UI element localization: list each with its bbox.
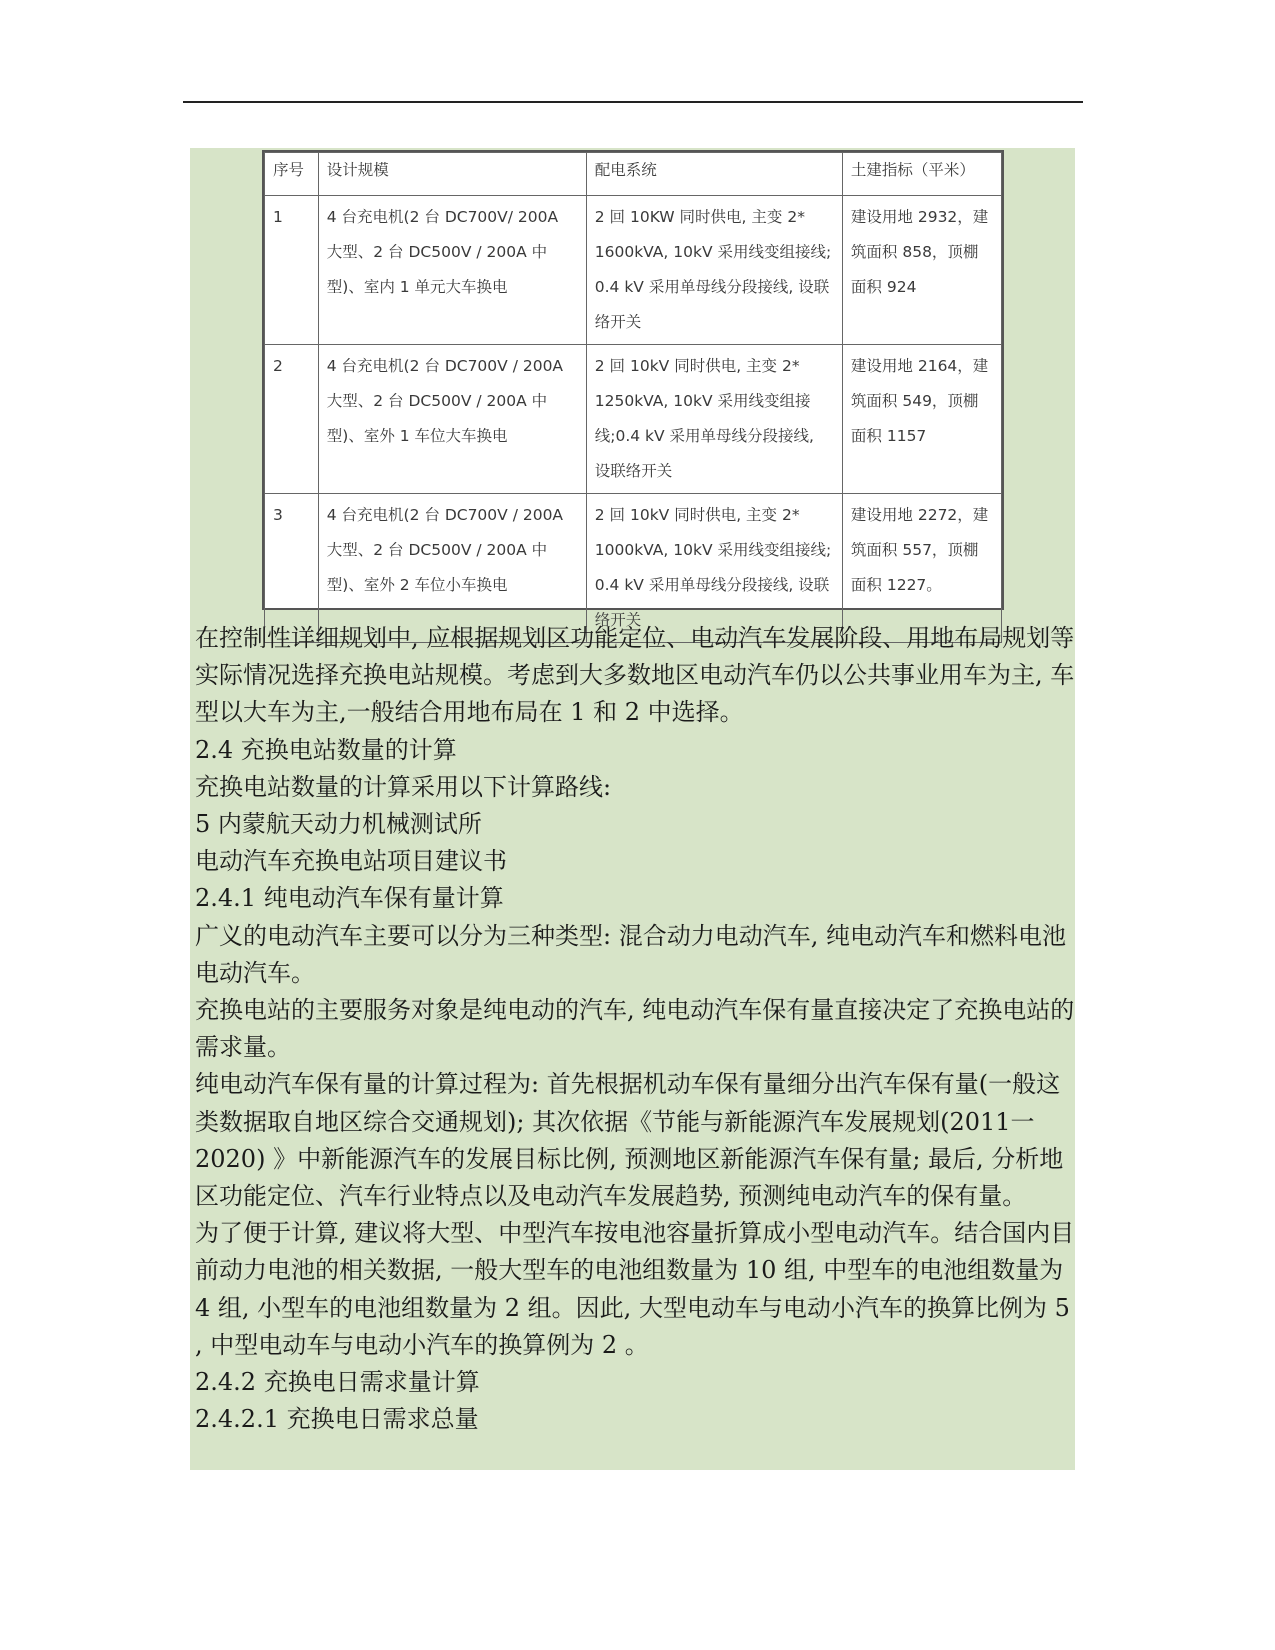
section-heading: 2.4 充换电站数量的计算 [195, 735, 457, 764]
cell-design-scale: 4 台充电机(2 台 DC700V/ 200A 大型、2 台 DC500V / 200A 中型)、室内 1 单元大车换电 [318, 196, 586, 345]
cell-power-system: 2 回 10KW 同时供电, 主变 2* 1600kVA, 10kV 采用线变组接线; 0.4 kV 采用单母线分段接线, 设联络开关 [586, 196, 842, 345]
cell-design-scale: 4 台充电机(2 台 DC700V / 200A 大型、2 台 DC500V / 200A 中型)、室外 2 车位小车换电 [318, 494, 586, 643]
section-heading: 2.4.2 充换电日需求量计算 [195, 1368, 480, 1397]
cell-index: 3 [265, 494, 319, 643]
paragraph: 为了便于计算, 建议将大型、中型汽车按电池容量折算成小型电动汽车。结合国内目前动力电池的相关数据, 一般大型车的电池组数量为 10 组, 中型车的电池组数量为 4 组, 小型车的电池组数量为 2 组。因此, 大型电动车与电动小汽车的换算比例为 5 , 中型电动车与电动小汽车的换算例为 2 。 [195, 1219, 1075, 1359]
spec-table [264, 152, 1002, 643]
table-row [265, 345, 1002, 494]
cell-index: 2 [265, 345, 319, 494]
header-civil-index: 土建指标（平米） [842, 153, 1001, 196]
spec-table-image [262, 150, 1004, 629]
cell-civil-index: 建设用地 2932，建筑面积 858，顶棚面积 924 [842, 196, 1001, 345]
table-header-row [265, 153, 1002, 196]
paragraph: 充换电站数量的计算采用以下计算路线: [195, 772, 612, 801]
header-power-system: 配电系统 [586, 153, 842, 196]
header-rule [183, 101, 1083, 103]
cell-civil-index: 建设用地 2164，建筑面积 549，顶棚面积 1157 [842, 345, 1001, 494]
content-area [190, 148, 1075, 1470]
body-text [195, 620, 1075, 1438]
paragraph: 纯电动汽车保有量的计算过程为: 首先根据机动车保有量细分出汽车保有量(一般这类数据取自地区综合交通规划); 其次依据《节能与新能源汽车发展规划(2011一 2020) 》中新能源汽车的发展目标比例, 预测地区新能源汽车保有量; 最后, 分析地区功能定位、汽车行业特点以及电动汽车发展趋势, 预测纯电动汽车的保有量。 [195, 1070, 1064, 1211]
page-footer-text: 5 内蒙航天动力机械测试所 [195, 810, 482, 839]
table-row [265, 196, 1002, 345]
section-heading: 2.4.1 纯电动汽车保有量计算 [195, 884, 504, 913]
section-heading: 2.4.2.1 充换电日需求总量 [195, 1405, 479, 1434]
cell-design-scale: 4 台充电机(2 台 DC700V / 200A 大型、2 台 DC500V / 200A 中型)、室外 1 车位大车换电 [318, 345, 586, 494]
header-index: 序号 [265, 153, 319, 196]
cell-power-system: 2 回 10kV 同时供电, 主变 2* 1000kVA, 10kV 采用线变组接线; 0.4 kV 采用单母线分段接线, 设联络开关 [586, 494, 842, 643]
paragraph: 充换电站的主要服务对象是纯电动的汽车, 纯电动汽车保有量直接决定了充换电站的需求量。 [195, 996, 1075, 1062]
header-design-scale: 设计规模 [318, 153, 586, 196]
cell-index: 1 [265, 196, 319, 345]
paragraph: 广义的电动汽车主要可以分为三种类型: 混合动力电动汽车, 纯电动汽车和燃料电池电动汽车。 [195, 921, 1066, 987]
cell-power-system: 2 回 10kV 同时供电, 主变 2* 1250kVA, 10kV 采用线变组接线;0.4 kV 采用单母线分段接线, 设联络开关 [586, 345, 842, 494]
cell-civil-index: 建设用地 2272，建筑面积 557，顶棚面积 1227。 [842, 494, 1001, 643]
page-header-text: 电动汽车充换电站项目建议书 [195, 847, 507, 876]
paragraph: 在控制性详细规划中, 应根据规划区功能定位、电动汽车发展阶段、用地布局规划等实际情况选择充换电站规模。考虑到大多数地区电动汽车仍以公共事业用车为主, 车型以大车为主,一般结合用地布局在 1 和 2 中选择。 [195, 624, 1075, 727]
